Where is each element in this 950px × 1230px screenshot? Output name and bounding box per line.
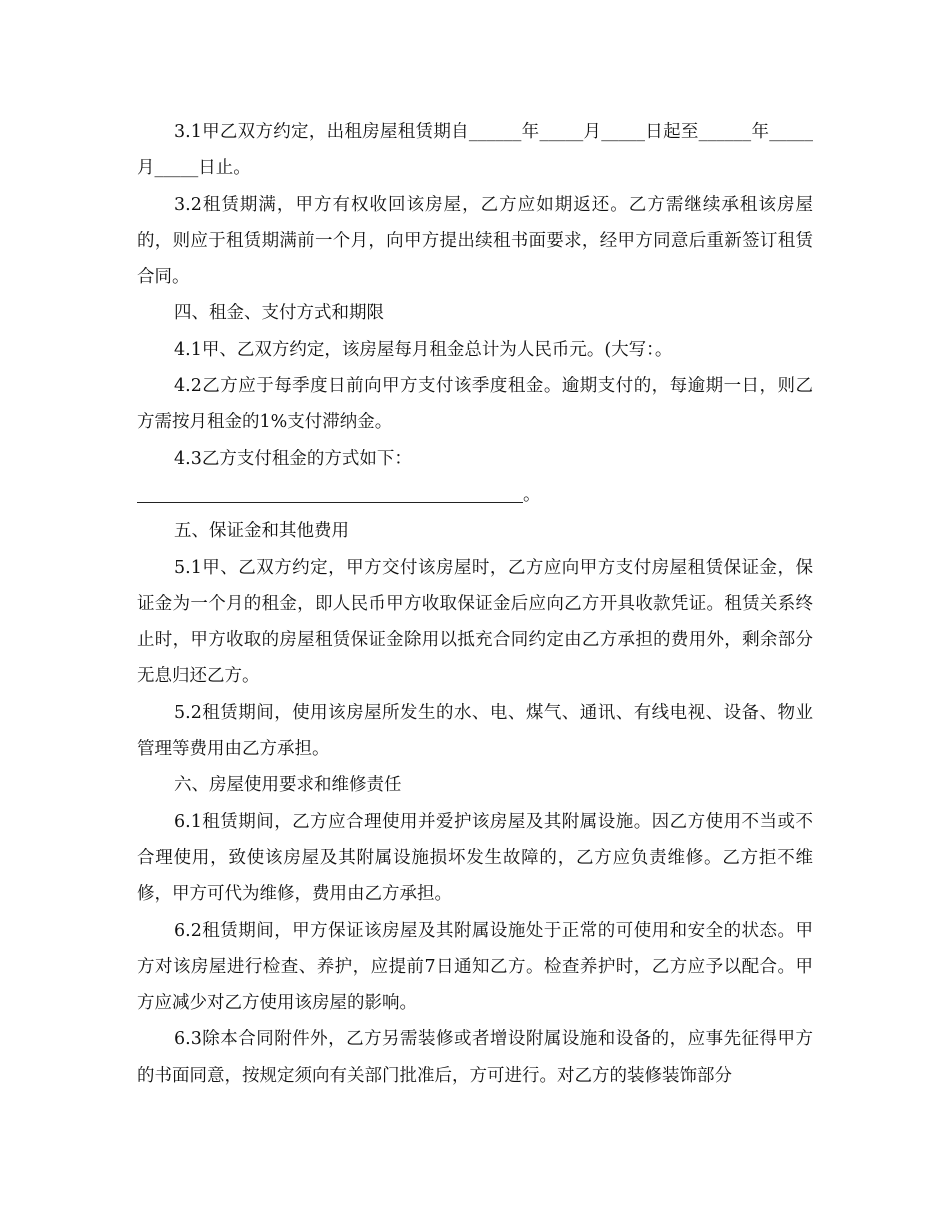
section-heading-rent: 四、租金、支付方式和期限 xyxy=(174,303,384,324)
blank-period: 。 xyxy=(523,484,541,505)
clause-6-3: 6.3除本合同附件外，乙方另需装修或者增设附属设施和设备的，应事先征得甲方的书面同意，按规定须向有关部门批准后，方可进行。对乙方的装修装饰部分 xyxy=(137,1029,813,1086)
clause-3-2: 3.2租赁期满，甲方有权收回该房屋，乙方应如期返还。乙方需继续承租该房屋的，则应于租赁期满前一个月，向甲方提出续租书面要求，经甲方同意后重新签订租赁合同。 xyxy=(137,194,813,288)
clause-3-1: 3.1甲乙双方约定，出租房屋租赁期自______年_____月_____日起至______年_____月_____日止。 xyxy=(137,122,813,179)
document-body xyxy=(137,114,813,1094)
payment-method-blank xyxy=(137,477,813,513)
clause-6-2: 6.2租赁期间，甲方保证该房屋及其附属设施处于正常的可使用和安全的状态。甲方对该房屋进行检查、养护，应提前7日通知乙方。检查养护时，乙方应予以配合。甲方应减少对乙方使用该房屋的影响。 xyxy=(137,920,813,1014)
clause-4-3: 4.3乙方支付租金的方式如下： xyxy=(174,448,412,469)
blank-underline xyxy=(137,502,523,503)
clause-4-2: 4.2乙方应于每季度日前向甲方支付该季度租金。逾期支付的，每逾期一日，则乙方需按月租金的1%支付滞纳金。 xyxy=(137,376,813,433)
clause-5-2: 5.2租赁期间，使用该房屋所发生的水、电、煤气、通讯、有线电视、设备、物业管理等费用由乙方承担。 xyxy=(137,702,813,760)
clause-5-1: 5.1甲、乙双方约定，甲方交付该房屋时，乙方应向甲方支付房屋租赁保证金，保证金为一个月的租金，即人民币甲方收取保证金后应向乙方开具收款凭证。租赁关系终止时，甲方收取的房屋租赁保证金除用以抵充合同约定由乙方承担的费用外，剩余部分无息归还乙方。 xyxy=(137,557,813,687)
section-heading-deposit: 五、保证金和其他费用 xyxy=(174,521,349,542)
section-heading-maintenance: 六、房屋使用要求和维修责任 xyxy=(174,775,402,796)
clause-6-1: 6.1租赁期间，乙方应合理使用并爱护该房屋及其附属设施。因乙方使用不当或不合理使用，致使该房屋及其附属设施损坏发生故障的，乙方应负责维修。乙方拒不维修，甲方可代为维修，费用由乙方承担。 xyxy=(137,811,813,905)
clause-4-1: 4.1甲、乙双方约定，该房屋每月租金总计为人民币元。(大写：。 xyxy=(174,339,673,360)
